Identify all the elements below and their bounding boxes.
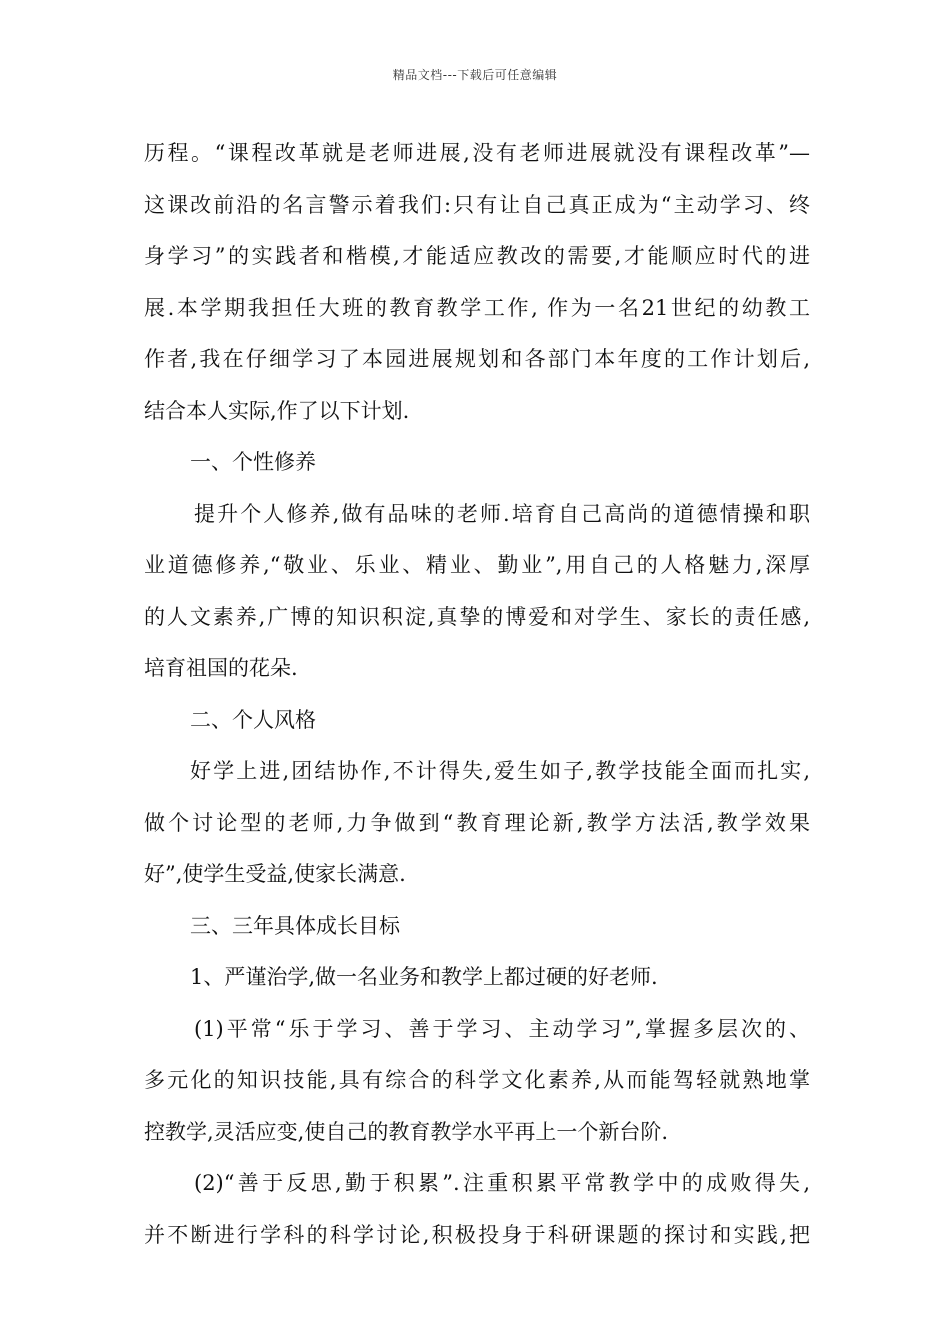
page-header: 精品文档---下载后可任意编辑	[392, 68, 558, 82]
text-line: 作者,我在仔细学习了本园进展规划和各部门本年度的工作计划后,	[144, 347, 810, 371]
text-line: 控教学,灵活应变,使自己的教育教学水平再上一个新台阶.	[144, 1119, 669, 1144]
text-line: (2)“善于反思,勤于积累”.注重积累平常教学中的成败得失,	[194, 1171, 810, 1195]
text-line: 好学上进,团结协作,不计得失,爱生如子,教学技能全面而扎实,	[190, 759, 810, 783]
text-line: 提升个人修养,做有品味的老师.培育自己高尚的道德情操和职	[194, 501, 810, 526]
text-line: 业道德修养,“敬业、乐业、精业、勤业”,用自己的人格魅力,深厚	[144, 553, 810, 577]
text-line: 好”,使学生受益,使家长满意.	[144, 862, 406, 886]
section-heading: 二、个人风格	[190, 707, 316, 732]
section-heading: 一、个性修养	[190, 450, 316, 474]
text-line: 做个讨论型的老师,力争做到“教育理论新,教学方法活,教学效果	[144, 810, 810, 835]
section-heading: 三、三年具体成长目标	[190, 913, 400, 938]
text-line: 结合本人实际,作了以下计划.	[144, 398, 410, 423]
text-line: 展.本学期我担任大班的教育教学工作, 作为一名21世纪的幼教工	[144, 295, 810, 320]
text-line: 1、严谨治学,做一名业务和教学上都过硬的好老师.	[190, 965, 658, 989]
text-line: 的人文素养,广博的知识积淀,真挚的博爱和对学生、家长的责任感,	[144, 604, 810, 629]
text-line: 培育祖国的花朵.	[144, 656, 298, 680]
text-line: 历程。“课程改革就是老师进展,没有老师进展就没有课程改革”—	[144, 141, 810, 165]
document-body	[144, 128, 810, 1261]
text-line: 并不断进行学科的科学讨论,积极投身于科研课题的探讨和实践,把	[144, 1222, 810, 1247]
text-line: 多元化的知识技能,具有综合的科学文化素养,从而能驾轻就熟地掌	[144, 1068, 810, 1092]
text-line: (1)平常“乐于学习、善于学习、主动学习”,掌握多层次的、	[194, 1016, 810, 1041]
text-line: 身学习”的实践者和楷模,才能适应教改的需要,才能顺应时代的进	[144, 244, 810, 268]
text-line: 这课改前沿的名言警示着我们:只有让自己真正成为“主动学习、终	[144, 192, 810, 217]
